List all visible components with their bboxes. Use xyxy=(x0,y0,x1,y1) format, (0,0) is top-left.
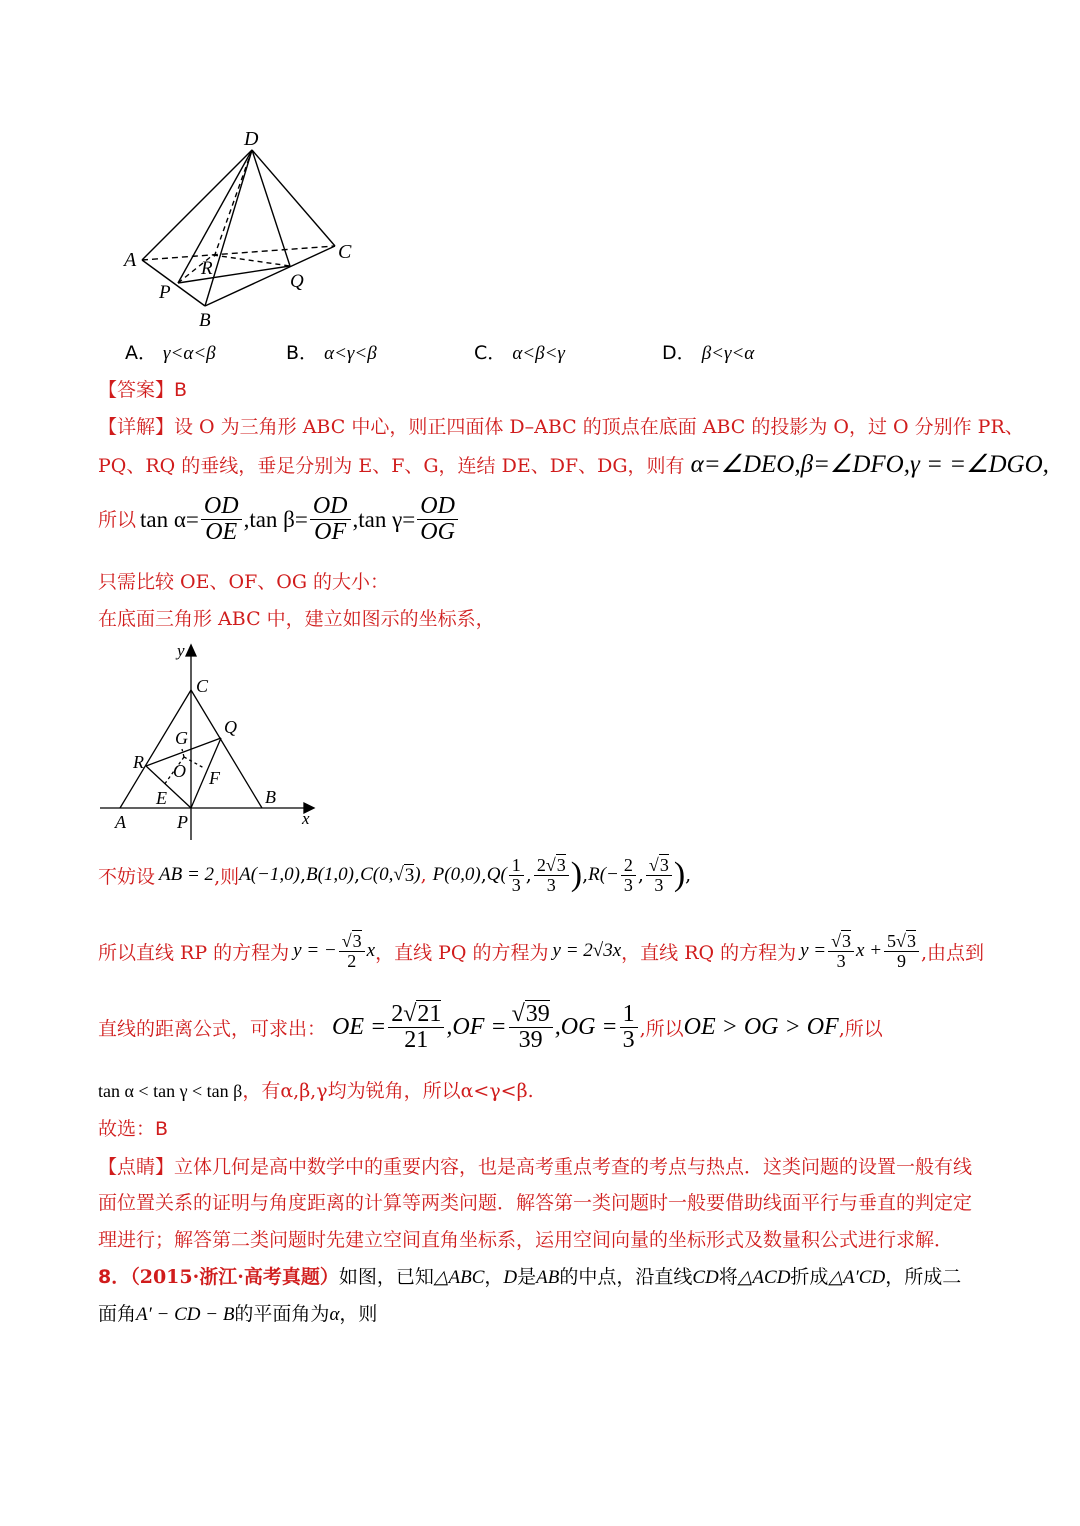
comment-line-3: 理进行；解答第二类问题时先建立空间直角坐标系，运用空间向量的坐标形式及数量积公式进行求解． xyxy=(98,1229,954,1251)
label-R2: R xyxy=(133,752,144,772)
option-a: A． γ<α<β xyxy=(125,342,216,364)
label-Q2: Q xyxy=(224,717,237,737)
label-P: P xyxy=(159,282,171,303)
tan-ratios: 所以 tan α= $\frac{OD}{OE}$ ,tan β= $\frac{OD}{OF}$ ,tan γ= $\frac{OD}{OG}$ xyxy=(98,494,460,545)
label-A: A xyxy=(124,249,137,271)
question-8-line-1: 8．（2015·浙江·高考真题）如图，已知△ABC，D是AB的中点，沿直线CD将△ACD折成△A′CD，所成二 xyxy=(98,1266,962,1288)
label-x: x xyxy=(302,809,310,828)
comment-line-2: 面位置关系的证明与角度距离的计算等两类问题．解答第一类问题时一般要借助线面平行与垂直的判定定 xyxy=(98,1192,973,1214)
question-8-line-2: 面角A′ − CD − B的平面角为α，则 xyxy=(98,1303,378,1325)
label-C: C xyxy=(338,241,352,263)
label-P2: P xyxy=(177,812,188,832)
label-y: y xyxy=(177,641,185,660)
label-Q: Q xyxy=(290,271,304,292)
fraction-od-oe: $\frac{OD}{OE}$ xyxy=(201,494,242,545)
fraction-od-og: $\frac{OD}{OG}$ xyxy=(417,494,458,545)
distance-line: 直线的距离公式，可求出： OE = $\frac{2√21}{21}$ ,OF = $\frac{√39}{39}$ ,OG = $\frac{1}{3}$ ,所以 OE > OG > OF ,所以 xyxy=(98,1001,883,1054)
option-b: B． α<γ<β xyxy=(286,342,377,364)
tetrahedron-figure xyxy=(100,122,390,337)
detail-line-5: 在底面三角形 ABC 中，建立如图示的坐标系， xyxy=(98,608,495,630)
line-equations: 所以直线 RP 的方程为 y = − $\frac{√3}{2}$ x ，直线 PQ 的方程为 y = 2√3x ，直线 RQ 的方程为 y = $\frac{√3}{3}$ x + $\frac{5√3}{9}$ ,由点到 xyxy=(98,931,984,971)
label-O: O xyxy=(173,761,186,781)
coordinates-line: 不妨设 AB = 2 ,则 A(−1,0) , B(1,0) , C(0, √ 3 ) , P(0,0) , Q( $\frac{1}{3}$ , $\frac{2√3}{3}$ ) , R(− $\frac{2}{3}$ , $\frac{√3}{3}$ ) , xyxy=(98,855,692,895)
label-B2: B xyxy=(265,787,276,807)
label-E: E xyxy=(156,788,167,808)
coordinate-figure xyxy=(95,640,325,840)
label-R: R xyxy=(201,258,213,279)
label-B: B xyxy=(199,310,211,331)
option-d: D． β<γ<α xyxy=(662,342,755,364)
conclusion-line: tan α < tan γ < tan β，有α,β,γ均为锐角，所以α<γ<β. xyxy=(98,1080,534,1102)
detail-line-1: 【详解】设 O 为三角形 ABC 中心，则正四面体 D–ABC 的顶点在底面 ABC 的投影为 O，过 O 分别作 PR、 xyxy=(98,416,1024,438)
label-D: D xyxy=(244,128,259,150)
choice-line: 故选：B xyxy=(98,1118,169,1140)
label-C2: C xyxy=(196,676,209,696)
option-c: C． α<β<γ xyxy=(474,342,565,364)
comment-line-1: 【点睛】立体几何是高中数学中的重要内容，也是高考重点考查的考点与热点．这类问题的设置一般有线 xyxy=(98,1156,973,1178)
label-F: F xyxy=(209,768,220,788)
answer-line: 【答案】B xyxy=(98,379,188,401)
detail-line-4: 只需比较 OE、OF、OG 的大小： xyxy=(98,571,390,593)
label-A2: A xyxy=(115,812,126,832)
detail-line-2: PQ、RQ 的垂线，垂足分别为 E、F、G，连结 DE、DF、DG，则有 α=∠DEO,β=∠DFO,γ = =∠DGO, xyxy=(98,451,1049,478)
label-G: G xyxy=(175,728,188,748)
fraction-od-of: $\frac{OD}{OF}$ xyxy=(310,494,351,545)
